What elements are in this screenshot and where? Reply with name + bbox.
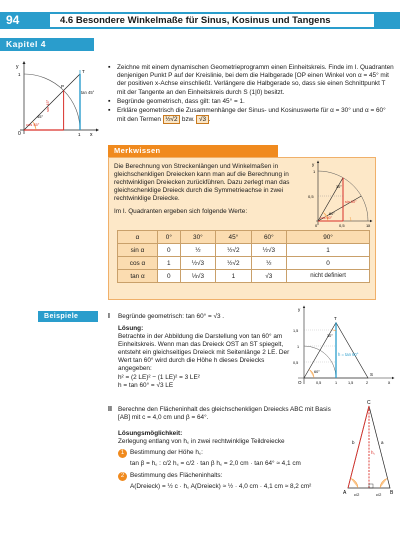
fig1-x-label: x: [90, 132, 93, 136]
tan-fig-h-label: h = tan 60°: [338, 352, 359, 357]
beispiele-label: Beispiele: [38, 311, 98, 322]
tan60-figure: [292, 304, 396, 390]
fig1-origin: 0: [18, 131, 21, 136]
tan-fig-x-label: x: [388, 380, 391, 385]
mw-fig-sin-label: sin 60°: [345, 200, 357, 204]
merkwissen-quadrant-text: Im I. Quadranten ergeben sich folgende Werte:: [114, 208, 248, 216]
mw-fig-half-y: 0,5: [308, 194, 314, 199]
example-ii-step1-text: Bestimmung der Höhe h꜀:: [130, 449, 203, 457]
example-ii-step2-eq: A(Dreieck) = ½ c · h꜀ A(Dreieck) ≈ ½ · 4,0 cm · 4,1 cm ≈ 8,2 cm²: [130, 483, 312, 491]
table-cell: √3: [251, 270, 286, 283]
bullet-item: ▪ Zeichne mit einem dynamischen Geometrieprogramm einen Einheitskreis. Finde im I. Quadranten denjenigen Punkt P auf der Kreislinie, bei dem die Halbgerade [OP einen Winkel von α = 45° mit der positiven x-Achse einschließt. Verlängere die Halbgerade so, dass sie einen Schnittpunkt T mit der Tangente an den Einheitskreis durch S (1|0) besitzt.: [108, 64, 394, 97]
table-header-cell: α: [118, 231, 158, 244]
step-number-badge: 2: [118, 472, 127, 481]
table-cell: ⅓√3: [180, 270, 215, 283]
bullet-item: ▪ Begründe geometrisch, dass gilt: tan 45° = 1.: [108, 98, 394, 106]
table-cell: 1: [287, 244, 370, 257]
mw-fig-origin: 0: [315, 223, 318, 228]
isosceles-triangle-figure: [342, 398, 396, 498]
example-i-solution-label: Lösung:: [118, 325, 144, 332]
table-header-cell: 90°: [287, 231, 370, 244]
tan-fig-t-label: T: [334, 316, 337, 321]
example-ii-solution-block: [118, 430, 340, 491]
merkwissen-label: Merkwissen: [108, 145, 278, 157]
chapter-header-bar: [46, 12, 400, 29]
intro-bullet-list: [108, 64, 394, 125]
table-cell: 0: [158, 270, 181, 283]
example-ii-step2-text: Bestimmung des Flächeninhalts:: [130, 472, 223, 480]
table-header-cell: 60°: [251, 231, 286, 244]
example-i-solution-text: Betrachte in der Abbildung die Darstellung von tan 60° am Einheitskreis. Wenn man das Dreieck OST an ST spiegelt, entsteht ein gleichseitiges Dreieck mit Seitenlänge 2 LE. Der Wert tan 60° wird durch die Höhe h dieses Dreiecks angegeben:: [118, 333, 290, 373]
fig1-y-label: y: [16, 64, 19, 70]
chapter-title: 4.6 Besondere Winkelmaße für Sinus, Kosinus und Tangens: [50, 14, 374, 27]
merkwissen-text: Die Berechnung von Streckenlängen und Winkelmaßen in gleichschenkligen Dreiecken kann man auf die Berechnung in rechtwinkligen Dreiecken zurückführen. Dazu zerlegt man das gleichschenklige Dreieck durch die Symmetrieachse in zwei rechtwinklige Dreiecke.: [114, 163, 290, 203]
mw-fig-one-y: 1: [313, 169, 316, 174]
merkwissen-text-block: [114, 163, 306, 217]
tan-fig-angle60: 60°: [314, 370, 320, 374]
tan-fig-y-label: y: [298, 307, 301, 312]
example-i-eq1: h² = (2 LE)² − (1 LE)² = 3 LE²: [118, 373, 200, 381]
table-cell: ½: [180, 244, 215, 257]
fig1-tan-label: tan 45°: [81, 90, 95, 95]
fig1-one-x: 1: [78, 132, 81, 136]
bullet-text-between: bzw.: [181, 116, 195, 124]
trig-values-table: [117, 230, 370, 283]
tri-c-vertex: C: [367, 400, 371, 406]
example-i-task: Begründe geometrisch: tan 60° = √3 .: [118, 313, 225, 320]
fig1-point-t: T: [82, 69, 85, 74]
mw-fig-one-x: 1: [366, 223, 369, 228]
tri-height-hc: h꜀: [371, 450, 376, 455]
fig1-point-p: P: [61, 84, 65, 89]
tri-vertex-b: B: [390, 490, 394, 496]
tan-fig-tick-x: 0,5: [316, 381, 322, 385]
bullet-text: Erkläre geometrisch die Zusammenhänge der Sinus- und Kosinuswerte für α = 30° und α = 60° mit den Termen: [117, 107, 386, 124]
tan-fig-tick-x: 2: [366, 381, 369, 385]
mw-fig-cos-label: cos 60°: [320, 216, 333, 220]
example-i-solution-block: [118, 325, 294, 390]
mw-fig-x-label: x: [368, 223, 371, 228]
example-ii-numeral: II: [108, 406, 112, 413]
chapter-label: Kapitel 4: [0, 38, 94, 51]
example-ii-step2: [118, 472, 340, 481]
mw-fig-y-label: y: [312, 162, 315, 167]
tan-fig-tick-y: 0,5: [293, 361, 299, 365]
table-cell: 1: [158, 257, 181, 270]
tan-fig-c-label: S: [370, 372, 374, 377]
table-header-row: [118, 231, 370, 244]
unit-circle-45-figure: [6, 60, 102, 136]
step-number-badge: 1: [118, 449, 127, 458]
tan-fig-tick-x: 1,5: [348, 381, 354, 385]
bullet-item: [108, 107, 394, 124]
table-row: [118, 257, 370, 270]
table-cell: nicht definiert: [287, 270, 370, 283]
term-box: √3: [196, 115, 208, 124]
term-box: ½√2: [163, 115, 180, 124]
tri-side-a: a: [381, 440, 384, 445]
table-row: [118, 270, 370, 283]
bullet-text-end: .: [208, 116, 211, 124]
mw-fig-half-x: 0,5: [339, 223, 345, 228]
tri-half-base: c/2: [376, 492, 382, 497]
table-row-head: cos α: [118, 257, 158, 270]
page-number: 94: [0, 12, 46, 29]
table-row: [118, 244, 370, 257]
example-i-eq2: h = tan 60° = √3 LE: [118, 381, 174, 389]
example-ii-step1-eq: tan β = h꜀ : c/2 h꜀ = c/2 · tan β h꜀ = 2,0 cm · tan 64° ≈ 4,1 cm: [130, 460, 301, 468]
tan-fig-tick-y: 1: [297, 345, 300, 349]
table-cell: ½√3: [251, 244, 286, 257]
table-cell: 0: [287, 257, 370, 270]
fig1-sin-label: sin 45°: [45, 99, 50, 112]
fig1-angle-label: 45°: [37, 114, 44, 119]
table-header-cell: 0°: [158, 231, 181, 244]
table-row-head: tan α: [118, 270, 158, 283]
mw-fig-angle30: 30°: [336, 185, 342, 189]
table-cell: ½: [251, 257, 286, 270]
mw-fig-angle60: 60°: [329, 212, 335, 216]
example-ii-task: Berechne den Flächeninhalt des gleichschenkligen Dreiecks ABC mit Basis [AB] mit c = 4,0 cm und β = 64°.: [118, 406, 331, 422]
tri-half-base: c/2: [354, 492, 360, 497]
example-ii-intro: Zerlegung entlang von h꜀ in zwei rechtwinklige Teildreiecke: [118, 438, 285, 446]
tan-fig-angle30: 30°: [327, 334, 333, 338]
table-header-cell: 45°: [216, 231, 251, 244]
table-cell: ½√2: [216, 244, 251, 257]
table-cell: 1: [216, 270, 251, 283]
table-cell: ½√3: [180, 257, 215, 270]
tan-fig-tick-x: 1: [335, 381, 338, 385]
table-header-cell: 30°: [180, 231, 215, 244]
example-i-numeral: I: [108, 313, 110, 320]
table-row-head: sin α: [118, 244, 158, 257]
tri-vertex-a: A: [343, 490, 347, 496]
example-ii-step1: [118, 449, 340, 458]
fig1-cos-label: cos 45°: [26, 122, 40, 127]
tan-fig-tick-y: 1,5: [293, 329, 299, 333]
tan-fig-o-label: O: [298, 380, 302, 385]
table-cell: 0: [158, 244, 181, 257]
example-ii-possibility-label: Lösungsmöglichkeit:: [118, 430, 183, 437]
merkwissen-figure: [306, 159, 374, 229]
table-cell: ½√2: [216, 257, 251, 270]
tri-side-b: b: [352, 440, 355, 445]
fig1-one-y: 1: [18, 72, 21, 77]
